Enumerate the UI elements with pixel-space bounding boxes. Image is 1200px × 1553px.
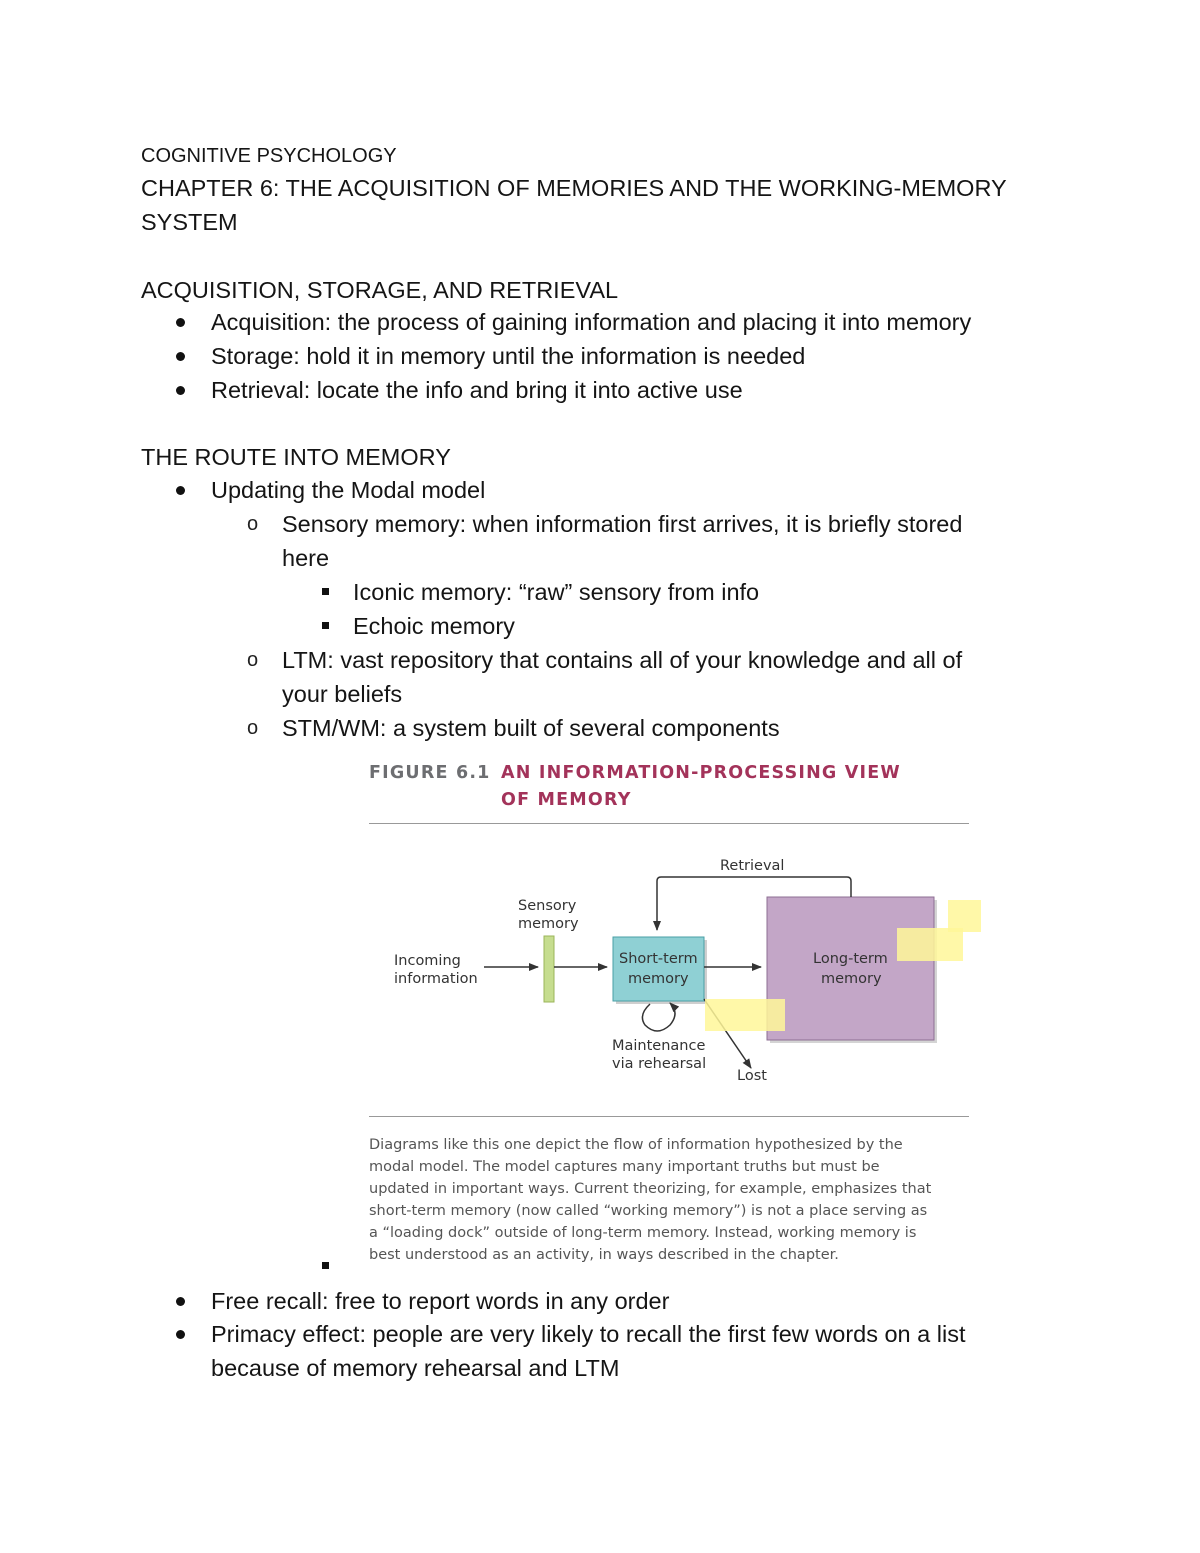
square-bullet	[322, 1262, 329, 1269]
figure-number: FIGURE 6.1	[369, 763, 491, 783]
bullet-acquisition: Acquisition: the process of gaining information and placing it into memory	[211, 309, 972, 335]
circle-bullet: o	[247, 717, 259, 739]
section-heading-route: THE ROUTE INTO MEMORY	[141, 444, 451, 470]
label-stm-2: memory	[628, 971, 689, 987]
section-heading-acquisition: ACQUISITION, STORAGE, AND RETRIEVAL	[141, 277, 619, 303]
label-sensory-2: memory	[518, 916, 579, 932]
bullet-primacy-effect-cont: because of memory rehearsal and LTM	[211, 1355, 620, 1381]
chapter-title-line1: CHAPTER 6: THE ACQUISITION OF MEMORIES AND THE WORKING-MEMORY	[141, 175, 1007, 201]
bullet-retrieval: Retrieval: locate the info and bring it into active use	[211, 377, 743, 403]
label-maintenance-1: Maintenance	[612, 1038, 706, 1054]
label-stm-1: Short-term	[619, 951, 698, 967]
figure-caption-line: updated in important ways. Current theorizing, for example, emphasizes that	[369, 1181, 932, 1197]
sensory-bar	[544, 936, 554, 1002]
label-maintenance-2: via rehearsal	[612, 1056, 707, 1072]
bullet-free-recall: Free recall: free to report words in any order	[211, 1288, 670, 1314]
course-title: COGNITIVE PSYCHOLOGY	[141, 145, 397, 167]
stm-box	[613, 937, 704, 1001]
label-incoming-2: information	[394, 971, 478, 987]
item-sensory-memory-cont: here	[282, 545, 330, 571]
highlight-mark	[948, 900, 981, 932]
figure-title-line1: AN INFORMATION-PROCESSING VIEW	[501, 763, 901, 783]
bullet-dot	[176, 1297, 185, 1306]
chapter-title-line2: SYSTEM	[141, 209, 238, 235]
figure-caption-line: Diagrams like this one depict the flow of information hypothesized by the	[369, 1137, 903, 1153]
item-stm-wm: STM/WM: a system built of several components	[282, 715, 780, 741]
figure-bottom-rule	[369, 1116, 969, 1117]
item-sensory-memory: Sensory memory: when information first arrives, it is briefly stored	[282, 511, 963, 537]
circle-bullet: o	[247, 649, 259, 671]
label-ltm-2: memory	[821, 971, 882, 987]
item-echoic-memory: Echoic memory	[353, 613, 515, 639]
label-lost: Lost	[737, 1068, 767, 1084]
arrow-maintenance-loop	[642, 1003, 675, 1031]
figure-caption-line: modal model. The model captures many important truths but must be	[369, 1159, 880, 1175]
bullet-primacy-effect: Primacy effect: people are very likely to recall the first few words on a list	[211, 1321, 966, 1347]
item-iconic-memory: Iconic memory: “raw” sensory from info	[353, 579, 760, 605]
ltm-box	[767, 897, 934, 1040]
highlight-mark	[705, 999, 785, 1031]
bullet-storage: Storage: hold it in memory until the information is needed	[211, 343, 806, 369]
highlight-mark	[897, 928, 963, 961]
bullet-modal-model: Updating the Modal model	[211, 477, 486, 503]
label-retrieval: Retrieval	[720, 858, 785, 874]
label-ltm-1: Long-term	[813, 951, 888, 967]
item-ltm-cont: your beliefs	[282, 681, 403, 707]
bullet-dot	[176, 1330, 185, 1339]
figure-caption-line: best understood as an activity, in ways described in the chapter.	[369, 1247, 839, 1263]
circle-bullet: o	[247, 513, 259, 535]
figure-caption-line: short-term memory (now called “working memory”) is not a place serving as	[369, 1203, 928, 1219]
figure-title-line2: OF MEMORY	[501, 790, 632, 810]
figure-caption-line: a “loading dock” outside of long-term memory. Instead, working memory is	[369, 1225, 917, 1241]
label-sensory-1: Sensory	[518, 898, 577, 914]
label-incoming-1: Incoming	[394, 953, 461, 969]
item-ltm: LTM: vast repository that contains all of your knowledge and all of	[282, 647, 963, 673]
